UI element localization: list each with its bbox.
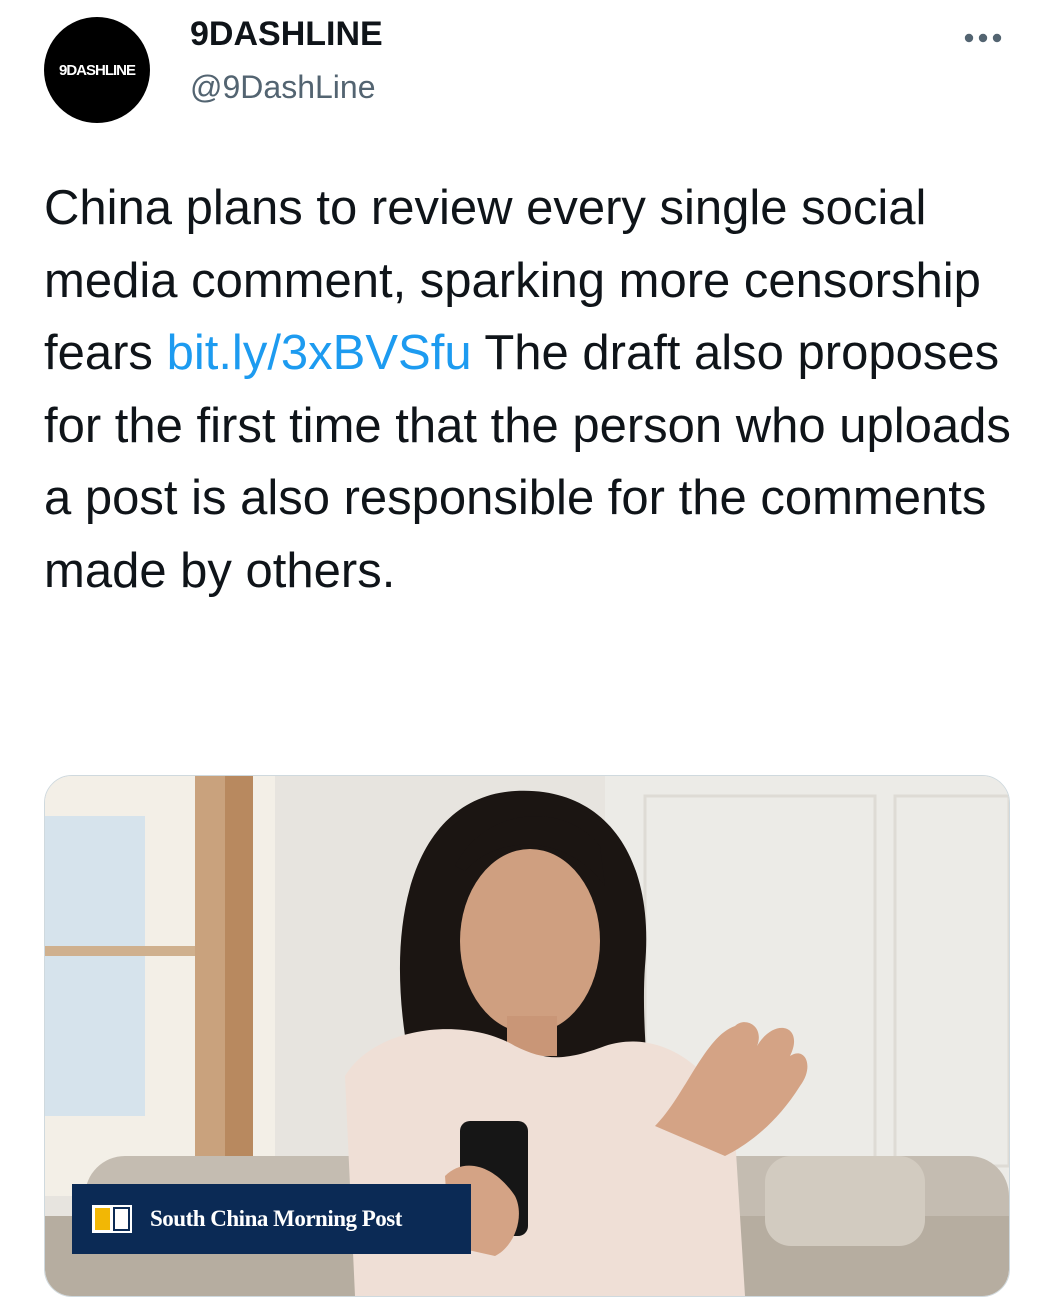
tweet-text-intro: China plans to review every single social media comment, sparking more censorship fears	[44, 181, 981, 380]
tweet-text	[44, 172, 1019, 607]
author-avatar[interactable]	[44, 17, 150, 123]
source-banner[interactable]	[72, 1184, 471, 1254]
tweet-link[interactable]: bit.ly/3xBVSfu	[166, 326, 472, 380]
author-handle[interactable]: @9DashLine	[190, 69, 376, 105]
author-display-name[interactable]: 9DASHLINE	[190, 15, 383, 53]
tweet-media-card[interactable]	[44, 775, 1010, 1297]
scmp-logo-icon	[92, 1205, 132, 1233]
more-horizontal-icon	[963, 32, 1003, 44]
tweet-text-detail: The draft also proposes for the first time that the person who uploads a post is also responsible for the comments made by others.	[44, 326, 1011, 598]
more-options-button[interactable]	[958, 18, 1008, 58]
source-name: South China Morning Post	[150, 1206, 402, 1231]
avatar-logo-text: 9DASHLINE	[58, 61, 135, 79]
